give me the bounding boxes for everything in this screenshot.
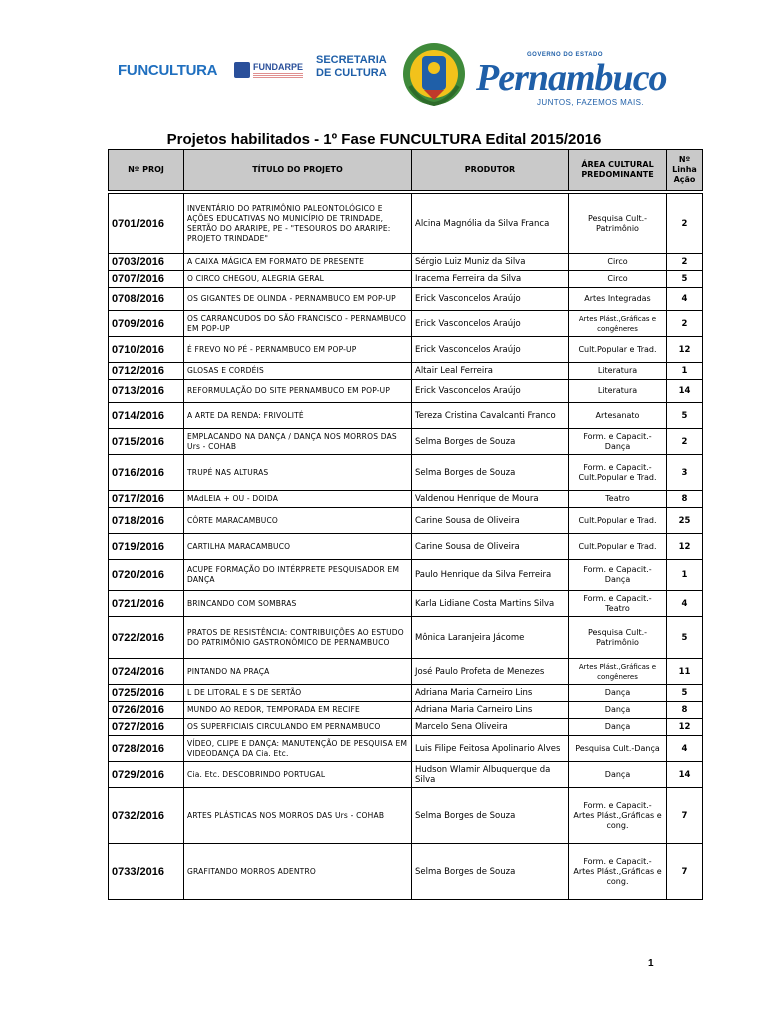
project-producer: Karla Lidiane Costa Martins Silva (412, 591, 569, 617)
table-row (109, 685, 703, 702)
project-producer: Altair Leal Ferreira (412, 363, 569, 380)
project-producer: Selma Borges de Souza (412, 429, 569, 455)
table-header (108, 149, 703, 191)
project-producer: Paulo Henrique da Silva Ferreira (412, 560, 569, 591)
project-title: L DE LITORAL E S DE SERTÃO (184, 685, 412, 702)
table-row (109, 271, 703, 288)
project-area: Form. e Capacit.- Dança (569, 429, 667, 455)
col-header-num: Nº PROJ (109, 150, 184, 191)
project-number: 0708/2016 (109, 288, 184, 311)
table-row (109, 844, 703, 900)
project-area: Dança (569, 702, 667, 719)
project-number: 0716/2016 (109, 455, 184, 491)
project-number: 0728/2016 (109, 736, 184, 762)
project-action-line: 4 (667, 736, 703, 762)
project-area: Circo (569, 254, 667, 271)
project-action-line: 2 (667, 194, 703, 254)
table-row (109, 254, 703, 271)
table-row (109, 380, 703, 403)
project-producer: Alcina Magnólia da Silva Franca (412, 194, 569, 254)
table-row (109, 591, 703, 617)
secretaria-logo (316, 54, 387, 80)
project-number: 0713/2016 (109, 380, 184, 403)
project-action-line: 8 (667, 491, 703, 508)
table-row (109, 403, 703, 429)
project-number: 0715/2016 (109, 429, 184, 455)
project-number: 0726/2016 (109, 702, 184, 719)
project-area: Literatura (569, 380, 667, 403)
fundarpe-name: FUNDARPE (253, 62, 304, 72)
project-title: TRUPÉ NAS ALTURAS (184, 455, 412, 491)
project-number: 0712/2016 (109, 363, 184, 380)
project-producer: Valdenou Henrique de Moura (412, 491, 569, 508)
project-area: Artes Plást.,Gráficas e congêneres (569, 311, 667, 337)
project-title: OS CARRANCUDOS DO SÃO FRANCISCO - PERNAMBUCO EM POP-UP (184, 311, 412, 337)
gov-slogan: JUNTOS, FAZEMOS MAIS. (537, 98, 644, 107)
project-number: 0719/2016 (109, 534, 184, 560)
project-title: PINTANDO NA PRAÇA (184, 659, 412, 685)
project-title: OS SUPERFICIAIS CIRCULANDO EM PERNAMBUCO (184, 719, 412, 736)
project-action-line: 2 (667, 429, 703, 455)
project-action-line: 7 (667, 844, 703, 900)
project-producer: Tereza Cristina Cavalcanti Franco (412, 403, 569, 429)
project-producer: Erick Vasconcelos Araújo (412, 380, 569, 403)
project-number: 0721/2016 (109, 591, 184, 617)
table-row (109, 719, 703, 736)
table-row (109, 736, 703, 762)
project-producer: Luis Filipe Feitosa Apolinario Alves (412, 736, 569, 762)
project-action-line: 1 (667, 560, 703, 591)
project-area: Form. e Capacit.- Artes Plást.,Gráficas e cong. (569, 844, 667, 900)
project-area: Cult.Popular e Trad. (569, 337, 667, 363)
project-title: É FREVO NO PÉ - PERNAMBUCO EM POP-UP (184, 337, 412, 363)
project-area: Artesanato (569, 403, 667, 429)
project-number: 0703/2016 (109, 254, 184, 271)
header-row (109, 150, 703, 191)
project-area: Pesquisa Cult.- Patrimônio (569, 194, 667, 254)
project-area: Artes Integradas (569, 288, 667, 311)
project-title: GRAFITANDO MORROS ADENTRO (184, 844, 412, 900)
project-number: 0720/2016 (109, 560, 184, 591)
project-number: 0714/2016 (109, 403, 184, 429)
project-number: 0732/2016 (109, 788, 184, 844)
project-action-line: 2 (667, 254, 703, 271)
logo-bar (0, 30, 768, 115)
fundarpe-subtitle-graphic (253, 72, 303, 78)
table-row (109, 194, 703, 254)
project-number: 0729/2016 (109, 762, 184, 788)
table-row (109, 508, 703, 534)
project-number: 0717/2016 (109, 491, 184, 508)
table-row (109, 288, 703, 311)
project-number: 0710/2016 (109, 337, 184, 363)
project-action-line: 8 (667, 702, 703, 719)
table-row (109, 455, 703, 491)
table-row (109, 534, 703, 560)
gov-logo-name: Pernambuco (476, 57, 667, 99)
project-action-line: 14 (667, 380, 703, 403)
project-action-line: 1 (667, 363, 703, 380)
project-producer: Erick Vasconcelos Araújo (412, 288, 569, 311)
table-row (109, 659, 703, 685)
project-title: REFORMULAÇÃO DO SITE PERNAMBUCO EM POP-UP (184, 380, 412, 403)
project-number: 0707/2016 (109, 271, 184, 288)
page-title: Projetos habilitados - 1º Fase FUNCULTURA Edital 2015/2016 (166, 131, 602, 148)
project-title: ARTES PLÁSTICAS NOS MORROS DAS Urs - COHAB (184, 788, 412, 844)
project-title: A CAIXA MÁGICA EM FORMATO DE PRESENTE (184, 254, 412, 271)
col-header-area: ÁREA CULTURAL PREDOMINANTE (569, 150, 667, 191)
project-action-line: 2 (667, 311, 703, 337)
project-area: Cult.Popular e Trad. (569, 534, 667, 560)
project-area: Pesquisa Cult.- Patrimônio (569, 617, 667, 659)
project-area: Literatura (569, 363, 667, 380)
project-producer: Marcelo Sena Oliveira (412, 719, 569, 736)
project-number: 0709/2016 (109, 311, 184, 337)
project-producer: Mônica Laranjeira Jácome (412, 617, 569, 659)
project-title: VÍDEO, CLIPE E DANÇA: MANUTENÇÃO DE PESQUISA EM VIDEODANÇA DA Cia. Etc. (184, 736, 412, 762)
project-title: Cia. Etc. DESCOBRINDO PORTUGAL (184, 762, 412, 788)
col-header-producer: PRODUTOR (412, 150, 569, 191)
project-action-line: 4 (667, 591, 703, 617)
project-action-line: 12 (667, 534, 703, 560)
secretaria-line2: DE CULTURA (316, 67, 387, 79)
project-producer: José Paulo Profeta de Menezes (412, 659, 569, 685)
project-number: 0722/2016 (109, 617, 184, 659)
project-area: Form. e Capacit.- Cult.Popular e Trad. (569, 455, 667, 491)
project-area: Dança (569, 685, 667, 702)
col-header-line: Nº Linha Ação (667, 150, 703, 191)
table-row (109, 311, 703, 337)
project-number: 0733/2016 (109, 844, 184, 900)
funcultura-logo: FUNCULTURA (118, 62, 218, 79)
projects-table (108, 193, 703, 900)
fundarpe-badge-icon (234, 62, 250, 78)
project-title: A ARTE DA RENDA: FRIVOLITÉ (184, 403, 412, 429)
project-title: INVENTÁRIO DO PATRIMÔNIO PALEONTOLÓGICO E AÇÕES EDUCATIVAS NO MUNICÍPIO DE TRINDADE, SERTÃO DO ARARIPE, PE - "TESOUROS DO ARARIPE: PROJETO TRINDADE" (184, 194, 412, 254)
project-area: Artes Plást.,Gráficas e congêneres (569, 659, 667, 685)
project-producer: Iracema Ferreira da Silva (412, 271, 569, 288)
project-producer: Selma Borges de Souza (412, 455, 569, 491)
project-title: CÔRTE MARACAMBUCO (184, 508, 412, 534)
project-area: Pesquisa Cult.-Dança (569, 736, 667, 762)
project-number: 0724/2016 (109, 659, 184, 685)
table-row (109, 788, 703, 844)
project-title: MUNDO AO REDOR, TEMPORADA EM RECIFE (184, 702, 412, 719)
project-producer: Carine Sousa de Oliveira (412, 534, 569, 560)
project-action-line: 5 (667, 685, 703, 702)
project-number: 0727/2016 (109, 719, 184, 736)
project-title: PRATOS DE RESISTÊNCIA: CONTRIBUIÇÕES AO ESTUDO DO PATRIMÔNIO GASTRONÔMICO DE PERNAMBUCO (184, 617, 412, 659)
project-area: Circo (569, 271, 667, 288)
table-row (109, 363, 703, 380)
project-title: OS GIGANTES DE OLINDA - PERNAMBUCO EM POP-UP (184, 288, 412, 311)
project-action-line: 4 (667, 288, 703, 311)
project-producer: Selma Borges de Souza (412, 844, 569, 900)
table-row (109, 491, 703, 508)
project-area: Teatro (569, 491, 667, 508)
page-number: 1 (648, 958, 654, 969)
project-action-line: 25 (667, 508, 703, 534)
coat-of-arms-icon (400, 40, 468, 108)
project-producer: Adriana Maria Carneiro Lins (412, 702, 569, 719)
project-area: Form. e Capacit.- Dança (569, 560, 667, 591)
table-row (109, 429, 703, 455)
project-action-line: 5 (667, 403, 703, 429)
secretaria-line1: SECRETARIA (316, 54, 387, 66)
project-title: MAdLEIA + OU - DOIDA (184, 491, 412, 508)
project-producer: Carine Sousa de Oliveira (412, 508, 569, 534)
project-action-line: 5 (667, 271, 703, 288)
project-producer: Erick Vasconcelos Araújo (412, 337, 569, 363)
project-title: CARTILHA MARACAMBUCO (184, 534, 412, 560)
table-row (109, 617, 703, 659)
project-action-line: 5 (667, 617, 703, 659)
project-title: GLOSAS E CORDÉIS (184, 363, 412, 380)
project-producer: Hudson Wlamir Albuquerque da Silva (412, 762, 569, 788)
table-row (109, 337, 703, 363)
project-title: ACUPE FORMAÇÃO DO INTÉRPRETE PESQUISADOR EM DANÇA (184, 560, 412, 591)
project-producer: Adriana Maria Carneiro Lins (412, 685, 569, 702)
project-number: 0725/2016 (109, 685, 184, 702)
table-row (109, 560, 703, 591)
project-number: 0701/2016 (109, 194, 184, 254)
project-producer: Selma Borges de Souza (412, 788, 569, 844)
table-row (109, 762, 703, 788)
project-producer: Sérgio Luiz Muniz da Silva (412, 254, 569, 271)
col-header-title: TÍTULO DO PROJETO (184, 150, 412, 191)
project-producer: Erick Vasconcelos Araújo (412, 311, 569, 337)
project-title: BRINCANDO COM SOMBRAS (184, 591, 412, 617)
project-action-line: 7 (667, 788, 703, 844)
project-number: 0718/2016 (109, 508, 184, 534)
project-area: Form. e Capacit.- Teatro (569, 591, 667, 617)
gov-top-label: GOVERNO DO ESTADO (527, 52, 604, 58)
project-area: Dança (569, 719, 667, 736)
project-title: EMPLACANDO NA DANÇA / DANÇA NOS MORROS DAS Urs - COHAB (184, 429, 412, 455)
fundarpe-logo (234, 62, 304, 80)
project-action-line: 11 (667, 659, 703, 685)
project-action-line: 3 (667, 455, 703, 491)
table-row (109, 702, 703, 719)
project-action-line: 12 (667, 719, 703, 736)
project-area: Cult.Popular e Trad. (569, 508, 667, 534)
project-area: Form. e Capacit.- Artes Plást.,Gráficas e cong. (569, 788, 667, 844)
project-area: Dança (569, 762, 667, 788)
project-title: O CIRCO CHEGOU, ALEGRIA GERAL (184, 271, 412, 288)
project-action-line: 14 (667, 762, 703, 788)
project-action-line: 12 (667, 337, 703, 363)
